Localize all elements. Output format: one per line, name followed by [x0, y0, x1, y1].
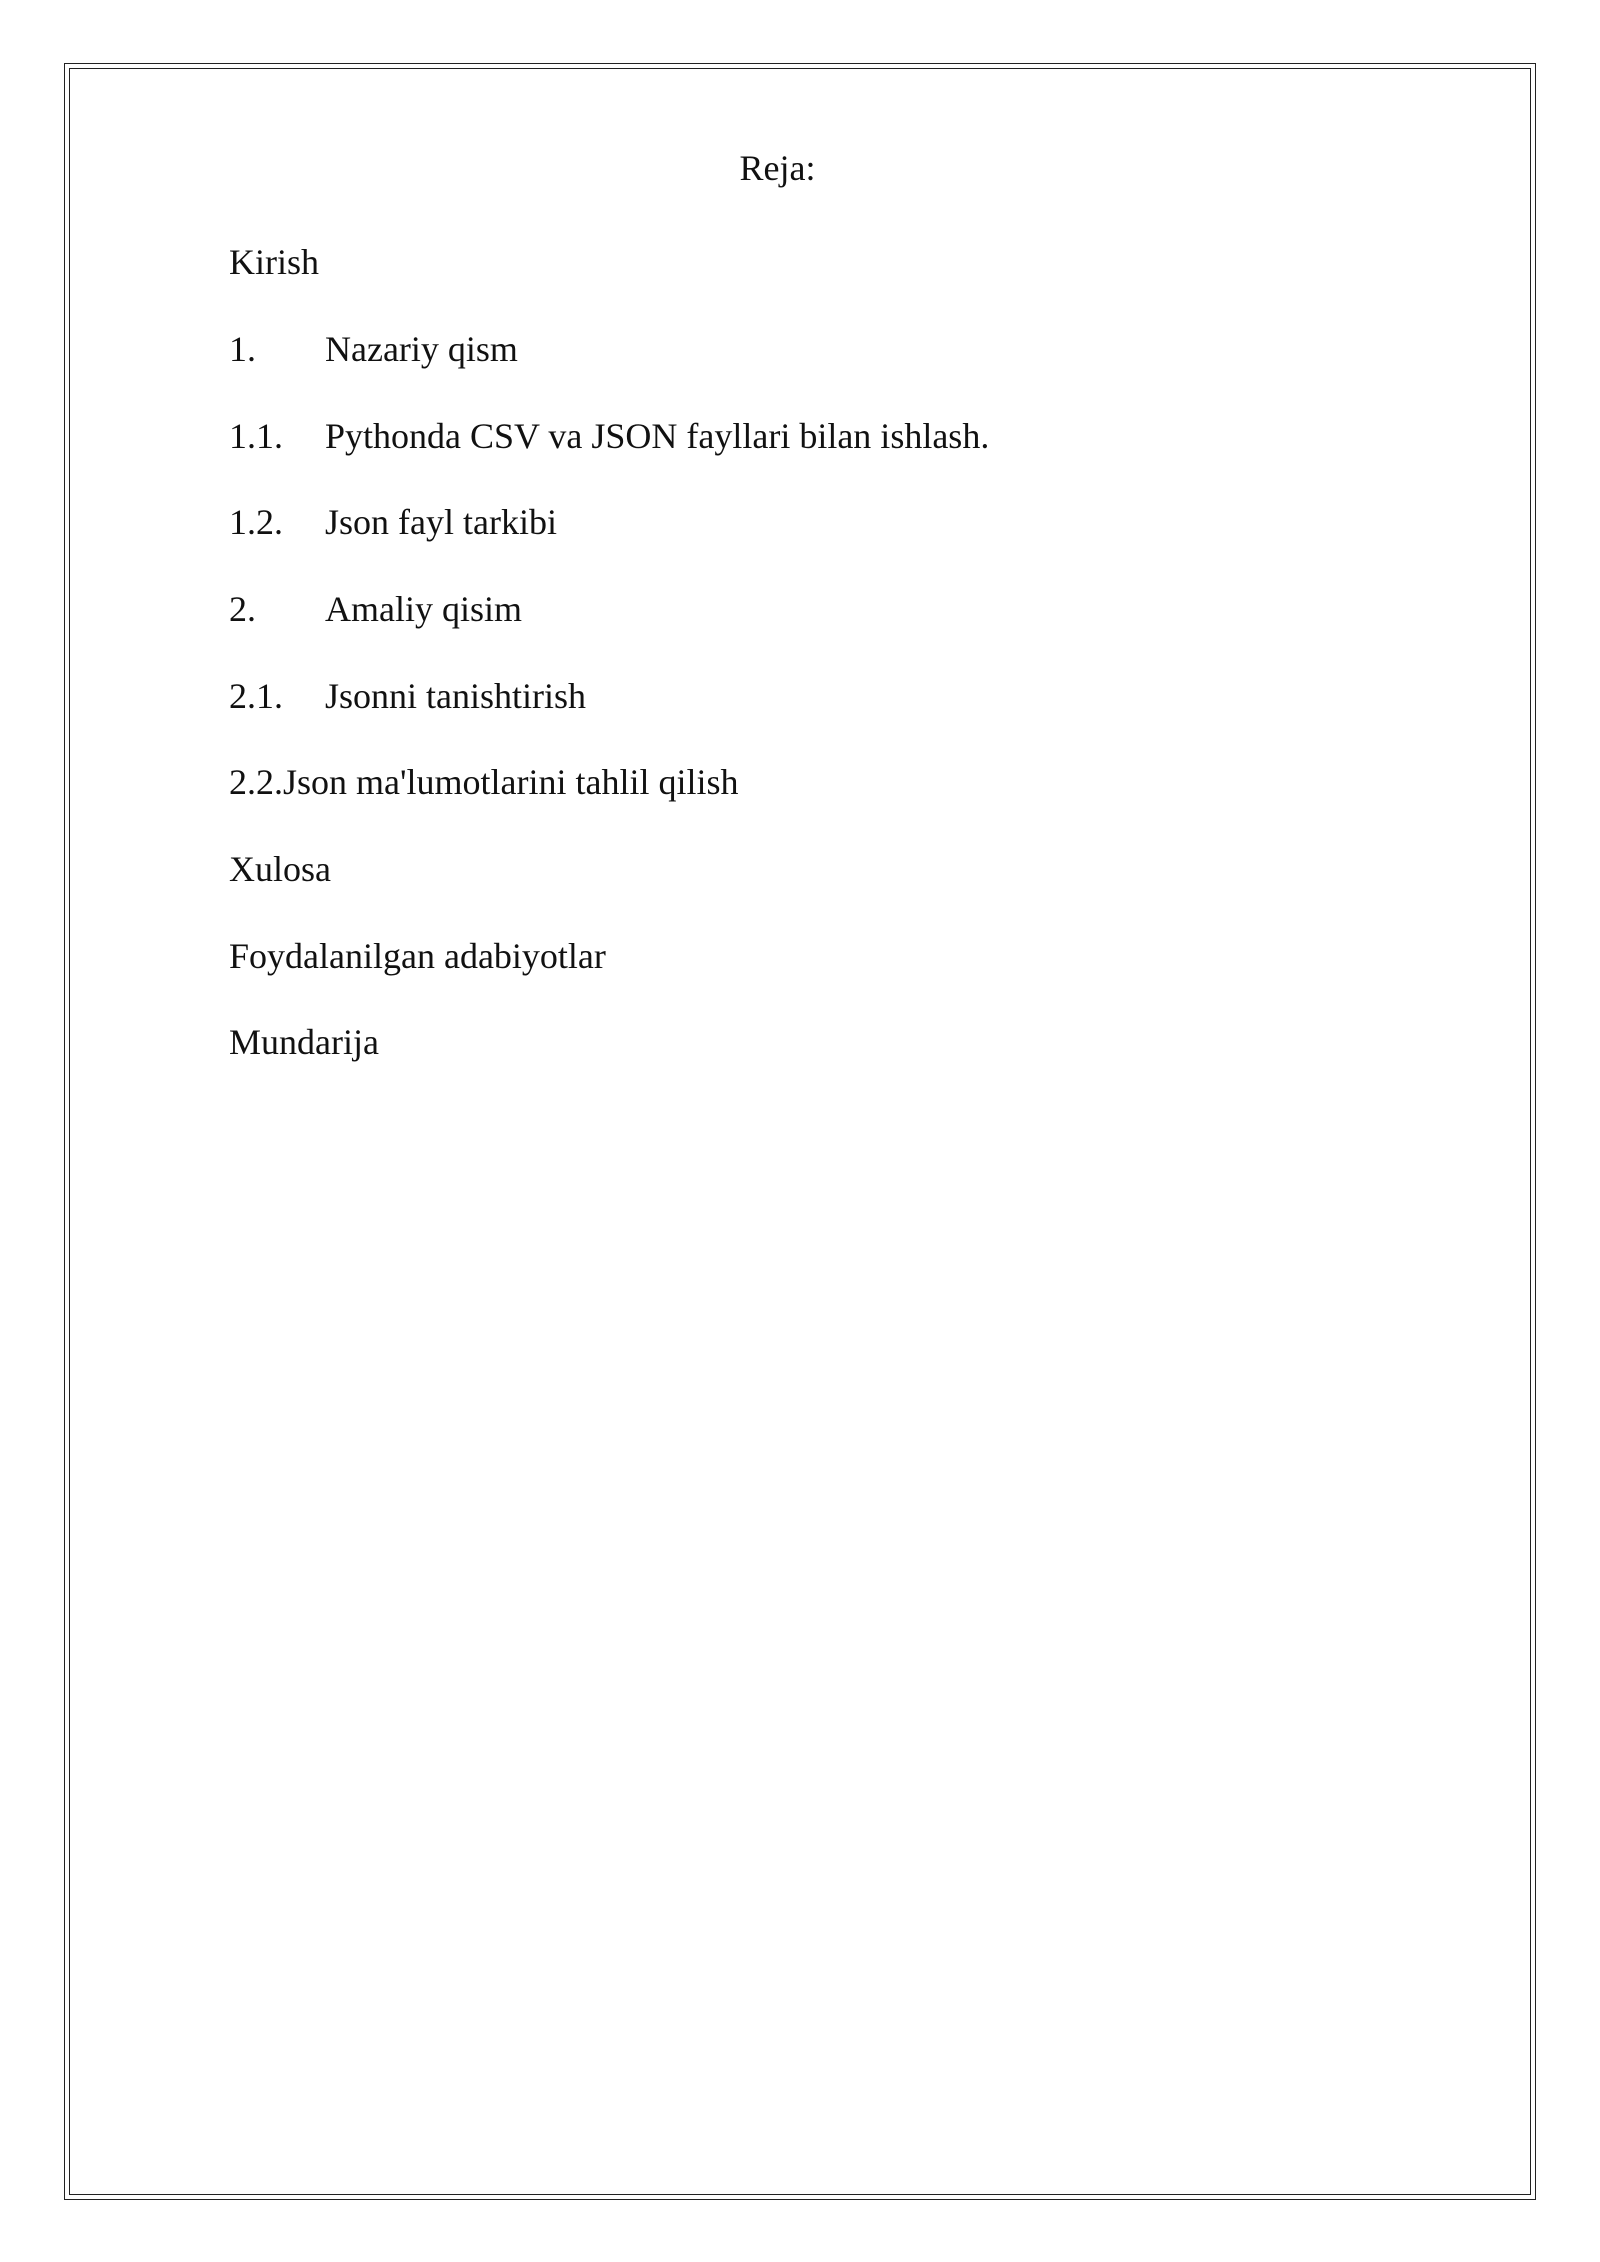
toc-item-json-fayl — [229, 504, 557, 540]
toc-item-jsonni-tanishtirish — [229, 678, 586, 714]
toc-item-number: 1.1. — [229, 416, 283, 456]
toc-item-mundarija — [229, 1024, 379, 1060]
toc-item-text: Kirish — [229, 242, 319, 282]
toc-item-number: 2.1. — [229, 676, 283, 716]
toc-item-text: Xulosa — [229, 849, 331, 889]
toc-item-xulosa — [229, 851, 331, 887]
toc-item-text: Mundarija — [229, 1022, 379, 1062]
toc-item-number: 1. — [229, 329, 256, 369]
toc-item-text: Nazariy qism — [325, 329, 518, 369]
toc-item-text: Foydalanilgan adabiyotlar — [229, 936, 606, 976]
toc-item-text: Pythonda CSV va JSON fayllari bilan ishlash. — [325, 416, 990, 456]
toc-item-kirish — [229, 244, 319, 280]
toc-item-amaliy-qisim — [229, 591, 522, 627]
toc-item-json-tahlil — [229, 764, 738, 800]
toc-item-adabiyotlar — [229, 938, 606, 974]
toc-item-number: 1.2. — [229, 502, 283, 542]
toc-item-csv-json — [229, 418, 989, 454]
toc-item-text: Amaliy qisim — [325, 589, 522, 629]
toc-item-text: Jsonni tanishtirish — [325, 676, 587, 716]
page-border-inner — [69, 68, 1531, 2195]
toc-item-text: Json fayl tarkibi — [325, 502, 557, 542]
toc-item-text: 2.2.Json ma'lumotlarini tahlil qilish — [229, 762, 739, 802]
toc-item-nazariy-qism — [229, 331, 518, 367]
page-title: Reja: — [739, 148, 816, 188]
toc-item-number: 2. — [229, 589, 256, 629]
